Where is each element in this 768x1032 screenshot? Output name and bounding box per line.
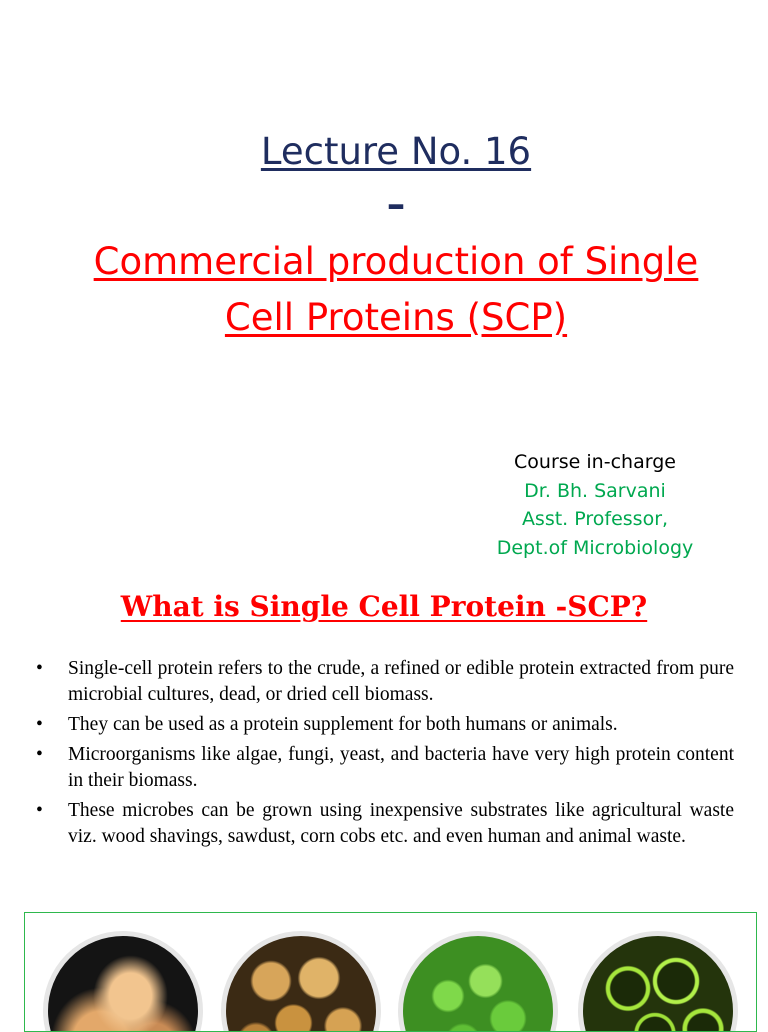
course-in-charge-block (470, 448, 720, 562)
title-dash: – (386, 183, 406, 226)
course-in-charge-label: Course in-charge (514, 451, 676, 473)
instructor-department: Dept.of Microbiology (496, 536, 694, 559)
section-heading: What is Single Cell Protein -SCP? (120, 590, 648, 623)
instructor-name: Dr. Bh. Sarvani (524, 479, 666, 502)
bullet-icon: • (36, 800, 43, 821)
bullet-list (36, 656, 734, 854)
instructor-designation: Asst. Professor, (521, 508, 669, 530)
bullet-text: Microorganisms like algae, fungi, yeast, and bacteria have very high protein content in their biomass. (68, 744, 734, 791)
fungi-image (43, 931, 203, 1032)
list-item (36, 656, 734, 708)
bullet-icon: • (36, 744, 43, 765)
bullet-icon: • (36, 714, 43, 735)
list-item (36, 712, 734, 738)
list-item (36, 742, 734, 794)
bullet-text: Single-cell protein refers to the crude, a refined or edible protein extracted from pure microbial cultures, dead, or dried cell biomass. (68, 658, 734, 705)
bacteria-image (578, 931, 738, 1032)
bullet-icon: • (36, 658, 43, 679)
slide-title-block (0, 128, 768, 346)
bullet-text: They can be used as a protein supplement for both humans or animals. (68, 714, 618, 735)
yeast-image (221, 931, 381, 1032)
bullet-text: These microbes can be grown using inexpensive substrates like agricultural waste viz. wood shavings, sawdust, corn cobs etc. and even human and animal waste. (68, 800, 734, 847)
list-item (36, 798, 734, 850)
microbe-image-strip (24, 912, 757, 1032)
algae-image (398, 931, 558, 1032)
main-title-line-1: Commercial production of Single (93, 240, 699, 283)
lecture-number-title: Lecture No. 16 (260, 130, 532, 173)
main-title (0, 234, 768, 346)
main-title-line-2: Cell Proteins (SCP) (224, 296, 568, 339)
